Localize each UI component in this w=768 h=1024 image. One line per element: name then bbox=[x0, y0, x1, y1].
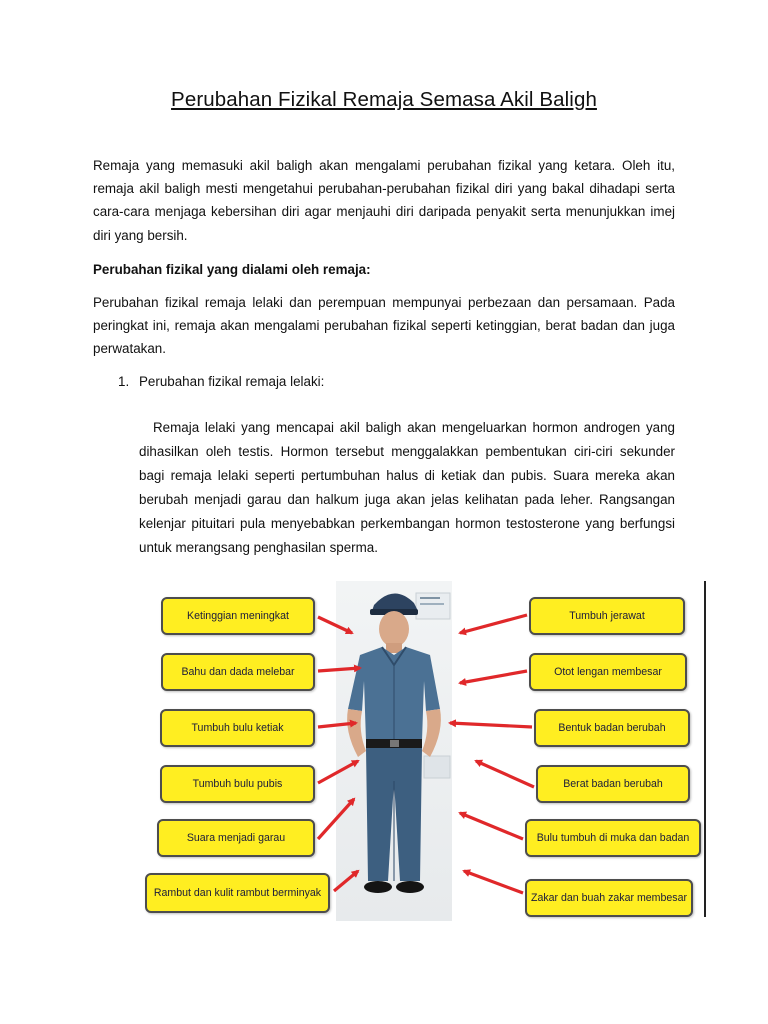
list-item-body-text: Remaja lelaki yang mencapai akil baligh akan mengeluarkan hormon androgen yang dihasilkan oleh testis. Hormon tersebut menggalakkan pembentukan ciri-ciri sekunder bagi remaja lelaki seperti pertumbuhan halus di ketiak dan pubis. Suara mereka akan berubah menjadi garau dan halkum juga akan jelas kelihatan pada leher. Rangsangan kelenjar pituitari pula menyebabkan perkembangan hormon testosterone yang berfungsi untuk merangsang penghasilan sperma. bbox=[139, 420, 675, 555]
list-item-body bbox=[139, 416, 675, 559]
label-suara-garau: Suara menjadi garau bbox=[157, 819, 315, 857]
label-bulu-pubis: Tumbuh bulu pubis bbox=[160, 765, 315, 803]
arrow-right-6 bbox=[464, 871, 523, 893]
label-tumbuh-jerawat: Tumbuh jerawat bbox=[529, 597, 685, 635]
label-bulu-ketiak: Tumbuh bulu ketiak bbox=[160, 709, 315, 747]
arrow-left-1 bbox=[318, 617, 352, 633]
label-zakar-membesar: Zakar dan buah zakar membesar bbox=[525, 879, 693, 917]
section-heading: Perubahan fizikal yang dialami oleh remaja: bbox=[93, 262, 371, 277]
label-bulu-muka-badan: Bulu tumbuh di muka dan badan bbox=[525, 819, 701, 857]
intro-paragraph: Remaja yang memasuki akil baligh akan mengalami perubahan fizikal yang ketara. Oleh itu, remaja akil baligh mesti mengetahui perubahan-perubahan fizikal diri yang bakal dihadapi serta cara-cara menjaga kebersihan diri agar menjauhi diri daripada penyakit serta menunjukkan imej diri yang bersih. bbox=[93, 158, 675, 243]
arrow-left-3 bbox=[318, 723, 356, 727]
arrow-left-6 bbox=[334, 871, 358, 891]
label-otot-lengan: Otot lengan membesar bbox=[529, 653, 687, 691]
arrow-right-4 bbox=[476, 761, 534, 787]
arrow-right-1 bbox=[460, 615, 527, 633]
label-rambut-berminyak: Rambut dan kulit rambut berminyak bbox=[145, 873, 330, 913]
label-berat-badan: Berat badan berubah bbox=[536, 765, 690, 803]
list-item-label: Perubahan fizikal remaja lelaki: bbox=[139, 374, 325, 389]
paragraph-differences: Perubahan fizikal remaja lelaki dan perempuan mempunyai perbezaan dan persamaan. Pada peringkat ini, remaja akan mengalami perubahan fizikal seperti ketinggian, berat badan dan juga perwatakan. bbox=[93, 295, 675, 357]
page-title: Perubahan Fizikal Remaja Semasa Akil Baligh bbox=[171, 88, 597, 111]
arrow-left-5 bbox=[318, 799, 354, 839]
physical-changes-diagram bbox=[140, 573, 715, 923]
arrow-right-3 bbox=[450, 723, 532, 727]
label-bahu-dada-melebar: Bahu dan dada melebar bbox=[161, 653, 315, 691]
label-ketinggian-meningkat: Ketinggian meningkat bbox=[161, 597, 315, 635]
list-number: 1. bbox=[118, 374, 130, 389]
arrow-left-2 bbox=[318, 668, 360, 671]
arrow-left-4 bbox=[318, 761, 358, 783]
label-bentuk-badan: Bentuk badan berubah bbox=[534, 709, 690, 747]
arrow-right-5 bbox=[460, 813, 523, 839]
pointer-arrows bbox=[140, 573, 715, 923]
arrow-right-2 bbox=[460, 671, 527, 683]
